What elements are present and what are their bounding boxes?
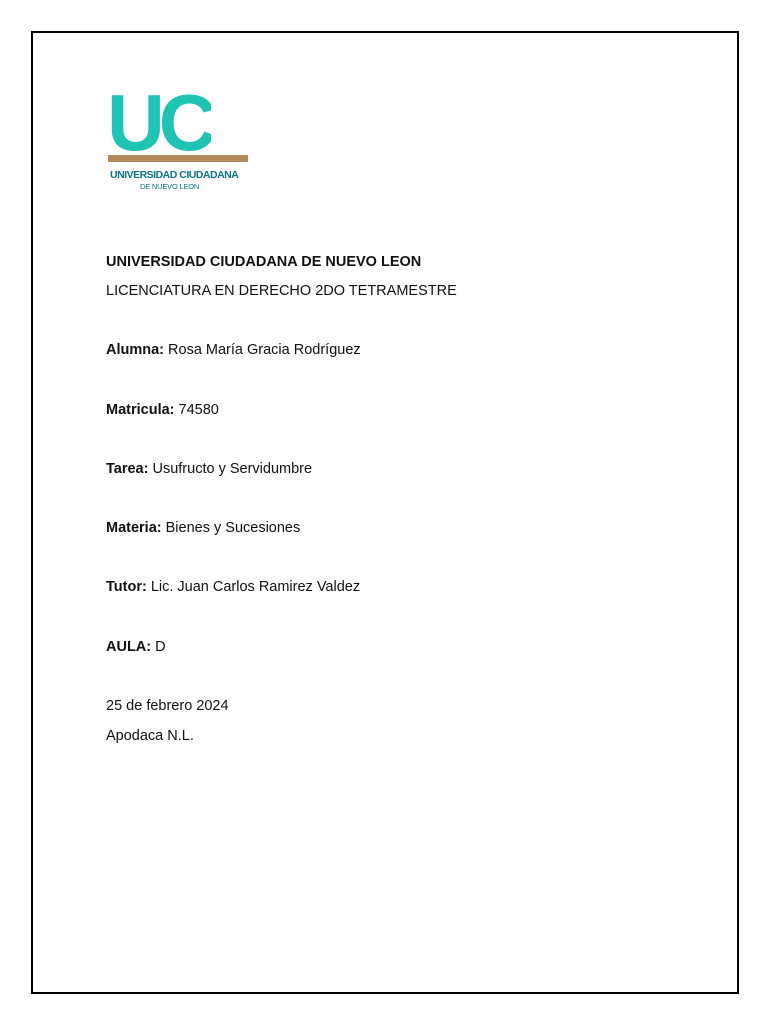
field-alumna: [106, 342, 361, 358]
field-value: 74580: [178, 402, 219, 418]
field-label: Tutor:: [106, 579, 147, 595]
field-matricula: [106, 402, 219, 418]
field-tarea: [106, 461, 312, 477]
logo-initials: UC: [107, 88, 211, 154]
field-materia: [106, 520, 300, 536]
field-label: Tarea:: [106, 461, 149, 477]
field-value: Lic. Juan Carlos Ramirez Valdez: [150, 579, 361, 595]
date-text: 25 de febrero 2024: [106, 698, 229, 714]
field-aula: [106, 639, 166, 655]
field-value: Rosa María Gracia Rodríguez: [168, 342, 361, 358]
program-name: LICENCIATURA EN DERECHO 2DO TETRAMESTRE: [106, 283, 457, 299]
logo-line2: DE NUEVO LEON: [140, 182, 200, 191]
field-label: AULA:: [106, 639, 152, 655]
logo-line1: UNIVERSIDAD CIUDADANA: [110, 169, 239, 181]
university-logo: [107, 88, 252, 198]
field-value: Usufructo y Servidumbre: [152, 461, 313, 477]
field-label: Matricula:: [106, 402, 175, 418]
university-name: UNIVERSIDAD CIUDADANA DE NUEVO LEON: [106, 254, 422, 270]
field-label: Materia:: [106, 520, 162, 536]
field-value: Bienes y Sucesiones: [165, 520, 301, 536]
place-text: Apodaca N.L.: [106, 728, 194, 744]
field-value: D: [155, 639, 166, 655]
logo-bar: [108, 155, 248, 162]
field-label: Alumna:: [106, 342, 164, 358]
field-tutor: [106, 579, 360, 595]
